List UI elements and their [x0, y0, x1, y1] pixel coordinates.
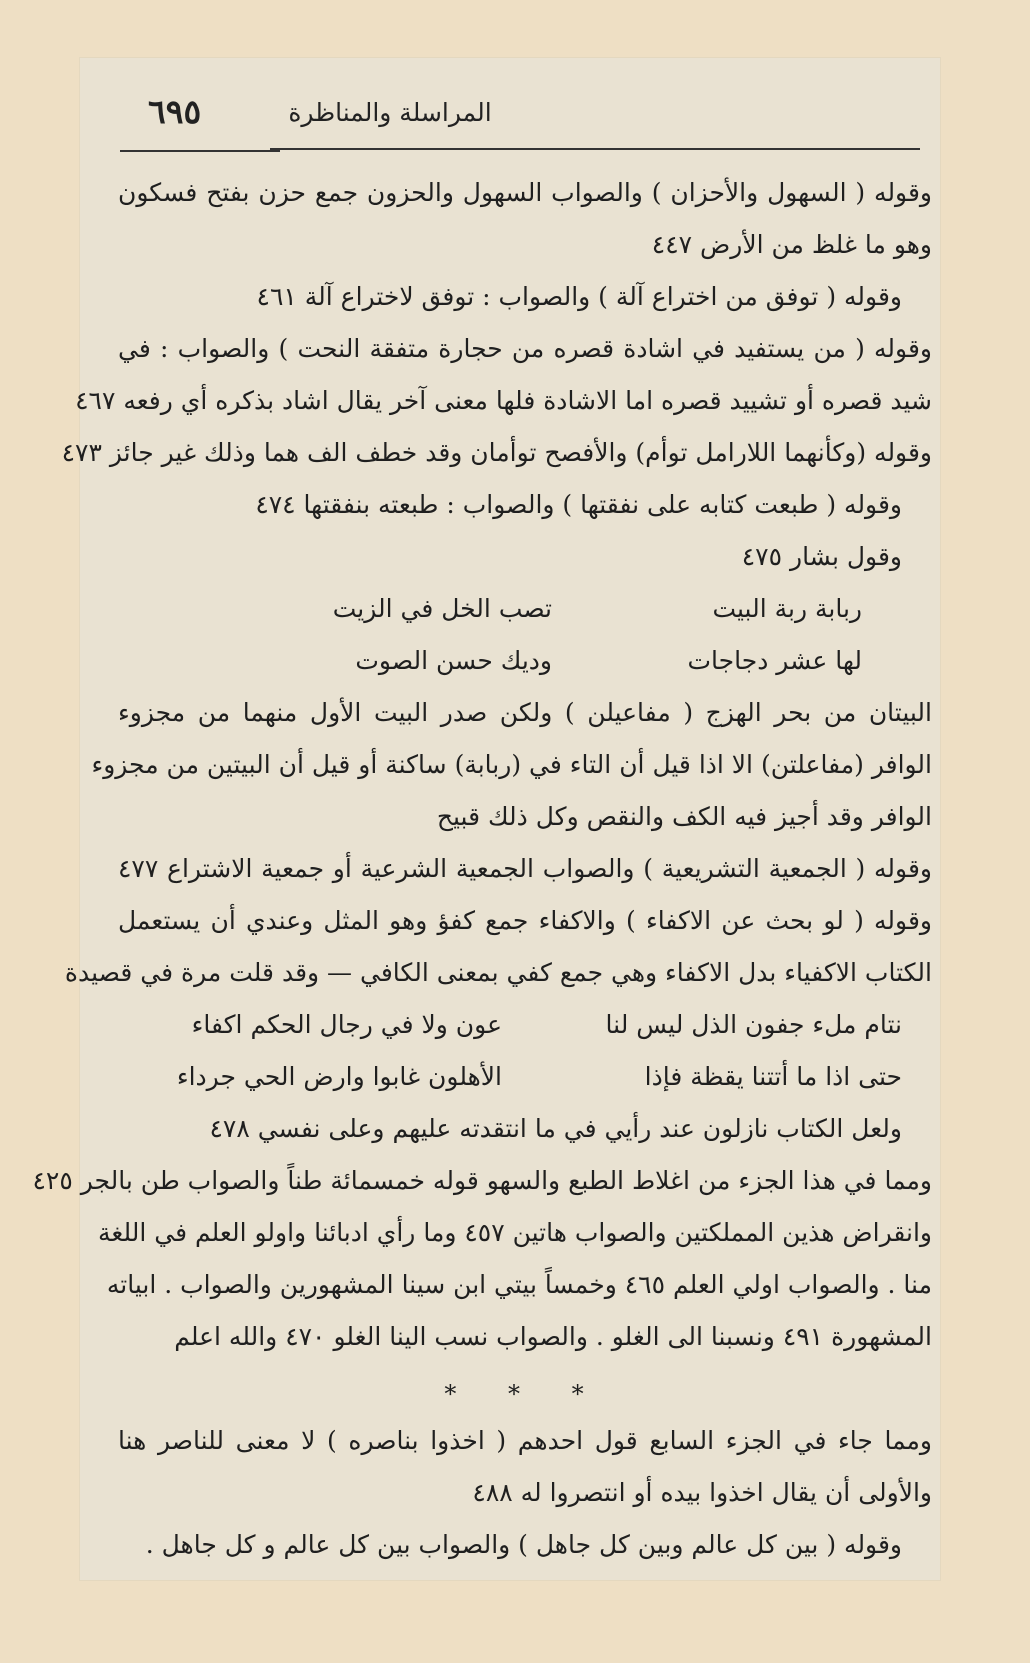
page-number: ٦٩٥ — [148, 92, 202, 131]
text-line: وقوله ( الجمعية التشريعية ) والصواب الجمعية الشرعية أو جمعية الاشتراع ٤٧٧ — [118, 854, 932, 883]
text-line: وقوله ( طبعت كتابه على نفقتها ) والصواب : طبعته بنفقتها ٤٧٤ — [255, 490, 902, 519]
text-line: وقوله ( السهول والأحزان ) والصواب السهول والحزون جمع حزن بفتح فسكون — [118, 178, 932, 207]
text-line: ولعل الكتاب نازلون عند رأيي في ما انتقدته عليهم وعلى نفسي ٤٧٨ — [209, 1114, 902, 1143]
text-line: منا . والصواب اولي العلم ٤٦٥ وخمساً بيتي ابن سينا المشهورين والصواب . ابياته — [106, 1270, 932, 1299]
verse-hemistich-first: نتام ملء جفون الذل ليس لنا — [605, 1010, 902, 1039]
page-header — [80, 88, 940, 148]
section-separator: * * * — [444, 1380, 606, 1408]
text-line: ومما جاء في الجزء السابع قول احدهم ( اخذوا بناصره ) لا معنى للناصر هنا — [118, 1426, 932, 1455]
text-line: وقوله ( من يستفيد في اشادة قصره من حجارة متفقة النحت ) والصواب : في — [118, 334, 932, 363]
text-line: المشهورة ٤٩١ ونسبنا الى الغلو . والصواب نسب الينا الغلو ٤٧٠ والله اعلم — [174, 1322, 932, 1351]
verse-hemistich-first: حتى اذا ما أتتنا يقظة فإذا — [644, 1062, 902, 1091]
text-line: شيد قصره أو تشييد قصره اما الاشادة فلها معنى آخر يقال اشاد بذكره أي رفعه ٤٦٧ — [75, 386, 932, 415]
text-line: وقوله (وكأنهما اللارامل توأم) والأفصح توأمان وقد خطف الف هما وذلك غير جائز ٤٧٣ — [61, 438, 932, 467]
text-line: وقوله ( بين كل عالم وبين كل جاهل ) والصواب بين كل عالم و كل جاهل . — [145, 1530, 902, 1559]
text-line: الوافر (مفاعلتن) الا اذا قيل أن التاء في (ربابة) ساكنة أو قيل أن البيتين من مجزوء — [91, 750, 932, 779]
verse-hemistich-second: عون ولا في رجال الحكم اكفاء — [191, 1010, 502, 1039]
header-rule-left — [120, 150, 280, 152]
verse-hemistich-first: ربابة ربة البيت — [712, 594, 862, 623]
text-line: الوافر وقد أجيز فيه الكف والنقص وكل ذلك قبيح — [436, 802, 932, 831]
running-title: المراسلة والمناظرة — [288, 98, 492, 127]
verse-line — [118, 646, 932, 698]
verse-line — [118, 1062, 932, 1114]
verse-line — [118, 594, 932, 646]
text-line: وهو ما غلظ من الأرض ٤٤٧ — [651, 230, 932, 259]
header-rule-right — [270, 148, 920, 150]
verse-hemistich-first: لها عشر دجاجات — [687, 646, 862, 675]
verse-line — [118, 1010, 932, 1062]
text-line: وقول بشار ٤٧٥ — [741, 542, 902, 571]
verse-hemistich-second: وديك حسن الصوت — [355, 646, 552, 675]
text-line: ومما في هذا الجزء من اغلاط الطبع والسهو قوله خمسمائة طناً والصواب طن بالجر ٤٢٥ — [32, 1166, 932, 1195]
verse-hemistich-second: الأهلون غابوا وارض الحي جرداء — [176, 1062, 502, 1091]
text-line: وقوله ( لو بحث عن الاكفاء ) والاكفاء جمع كفؤ وهو المثل وعندي أن يستعمل — [118, 906, 932, 935]
page-body — [32, 178, 932, 1582]
verse-hemistich-second: تصب الخل في الزيت — [332, 594, 552, 623]
book-page — [32, 58, 940, 1580]
text-line: وقوله ( توفق من اختراع آلة ) والصواب : توفق لاختراع آلة ٤٦١ — [256, 282, 902, 311]
text-line: والأولى أن يقال اخذوا بيده أو انتصروا له ٤٨٨ — [472, 1478, 932, 1507]
text-line: البيتان من بحر الهزج ( مفاعيلن ) ولكن صدر البيت الأول منهما من مجزوء — [118, 698, 932, 727]
text-line: الكتاب الاكفياء بدل الاكفاء وهي جمع كفي بمعنى الكافي — وقد قلت مرة في قصيدة — [64, 958, 932, 987]
text-line: وانقراض هذين المملكتين والصواب هاتين ٤٥٧ وما رأي ادبائنا واولو العلم في اللغة — [98, 1218, 932, 1247]
